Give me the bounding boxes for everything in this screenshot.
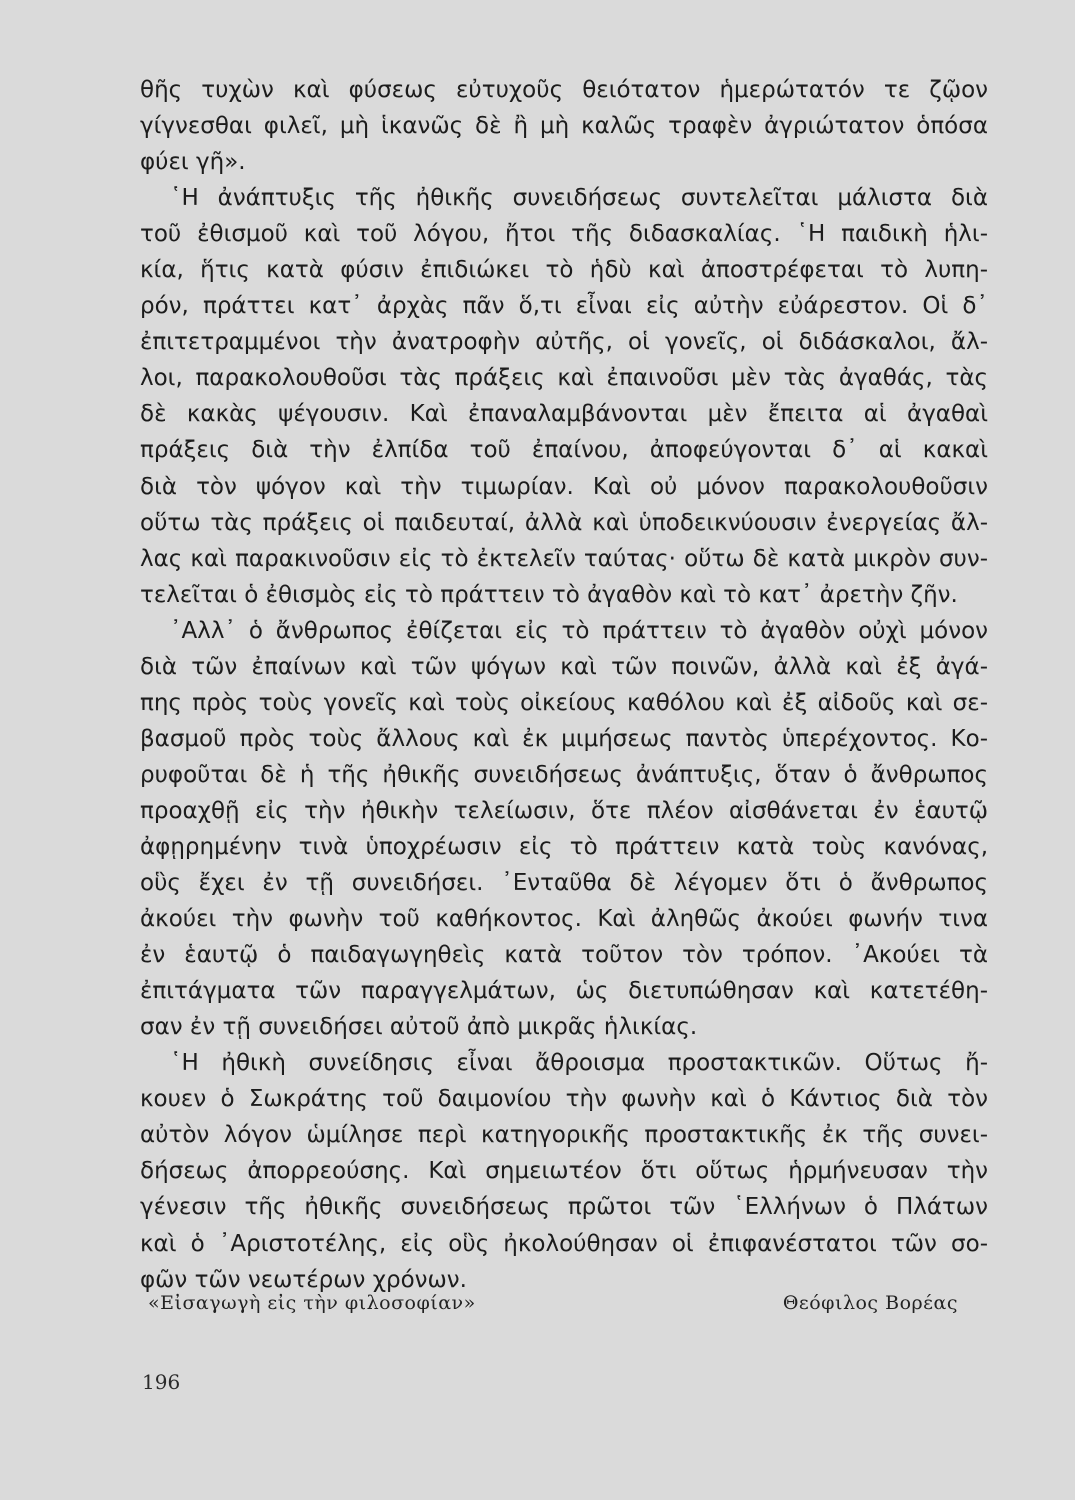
text-line: κία, ἥτις κατὰ φύσιν ἐπιδιώκει τὸ ἡδὺ καὶ ἀποστρέφεται τὸ λυπη- bbox=[140, 257, 988, 284]
text-line: ἐπιτετραμμένοι τὴν ἀνατροφὴν αὐτῆς, οἱ γονεῖς, οἱ διδάσκαλοι, ἄλ- bbox=[140, 329, 988, 356]
text-line: θῆς τυχὼν καὶ φύσεως εὐτυχοῦς θειότατον ἡμερώτατόν τε ζῷον bbox=[140, 77, 988, 103]
text-line: σαν ἐν τῇ συνειδήσει αὐτοῦ ἀπὸ μικρᾶς ἡλικίας. bbox=[140, 1014, 698, 1041]
text-line: κουεν ὁ Σωκράτης τοῦ δαιμονίου τὴν φωνὴν καὶ ὁ Κάντιος διὰ τὸν bbox=[140, 1086, 988, 1113]
text-line: διὰ τῶν ἐπαίνων καὶ τῶν ψόγων καὶ τῶν ποινῶν, ἀλλὰ καὶ ἐξ ἀγά- bbox=[140, 653, 988, 680]
text-line: γίγνεσθαι φιλεῖ, μὴ ἱκανῶς δὲ ἢ μὴ καλῶς τραφὲν ἀγριώτατον ὁπόσα bbox=[140, 113, 988, 140]
text-line: αὐτὸν λόγον ὡμίλησε περὶ κατηγορικῆς προστακτικῆς ἐκ τῆς συνει- bbox=[140, 1122, 988, 1149]
text-line: τοῦ ἐθισμοῦ καὶ τοῦ λόγου, ἤτοι τῆς διδασκαλίας. ῾Η παιδικὴ ἡλι- bbox=[140, 221, 988, 248]
text-line: φύει γῆ». bbox=[140, 149, 246, 176]
text-line: προαχθῇ εἰς τὴν ἠθικὴν τελείωσιν, ὅτε πλέον αἰσθάνεται ἐν ἑαυτῷ bbox=[140, 797, 988, 824]
text-line: ἐν ἑαυτῷ ὁ παιδαγωγηθεὶς κατὰ τοῦτον τὸν τρόπον. ᾽Ακούει τὰ bbox=[140, 942, 988, 969]
text-line: πης πρὸς τοὺς γονεῖς καὶ τοὺς οἰκείους καθόλου καὶ ἐξ αἰδοῦς καὶ σε- bbox=[140, 689, 988, 716]
text-line: λοι, παρακολουθοῦσι τὰς πράξεις καὶ ἐπαινοῦσι μὲν τὰς ἀγαθάς, τὰς bbox=[140, 365, 988, 392]
text-line: πράξεις διὰ τὴν ἐλπίδα τοῦ ἐπαίνου, ἀποφεύγονται δ᾽ αἱ κακαὶ bbox=[140, 437, 988, 464]
text-line: δήσεως ἀπορρεούσης. Καὶ σημειωτέον ὅτι οὕτως ἡρμήνευσαν τὴν bbox=[140, 1158, 988, 1185]
text-line: οὓς ἔχει ἐν τῇ συνειδήσει. ᾽Ενταῦθα δὲ λέγομεν ὅτι ὁ ἄνθρωπος bbox=[140, 870, 988, 897]
text-line: ῾Η ἀνάπτυξις τῆς ἠθικῆς συνειδήσεως συντελεῖται μάλιστα διὰ bbox=[170, 185, 988, 212]
text-line: ρόν, πράττει κατ᾽ ἀρχὰς πᾶν ὅ,τι εἶναι εἰς αὐτὴν εὐάρεστον. Οἱ δ᾽ bbox=[140, 293, 988, 320]
text-line: ᾽Αλλ᾽ ὁ ἄνθρωπος ἐθίζεται εἰς τὸ πράττειν τὸ ἀγαθὸν οὐχὶ μόνον bbox=[170, 617, 988, 644]
text-line: δὲ κακὰς ψέγουσιν. Καὶ ἐπαναλαμβάνονται μὲν ἔπειτα αἱ ἀγαθαὶ bbox=[140, 401, 988, 428]
body-text bbox=[140, 72, 988, 1298]
text-line: ἐπιτάγματα τῶν παραγγελμάτων, ὡς διετυπώθησαν καὶ κατετέθη- bbox=[140, 978, 988, 1005]
source-title: «Εἰσαγωγὴ εἰς τὴν φιλοσοφίαν» bbox=[148, 1292, 476, 1314]
text-line: φῶν τῶν νεωτέρων χρόνων. bbox=[140, 1266, 467, 1293]
text-line: γένεσιν τῆς ἠθικῆς συνειδήσεως πρῶτοι τῶν ῾Ελλήνων ὁ Πλάτων bbox=[140, 1194, 988, 1221]
text-line: ῾Η ἠθικὴ συνείδησις εἶναι ἄθροισμα προστακτικῶν. Οὕτως ἤ- bbox=[170, 1050, 988, 1077]
text-line: τελεῖται ὁ ἐθισμὸς εἰς τὸ πράττειν τὸ ἀγαθὸν καὶ τὸ κατ᾽ ἀρετὴν ζῆν. bbox=[140, 581, 958, 608]
text-line: ρυφοῦται δὲ ἡ τῆς ἠθικῆς συνειδήσεως ἀνάπτυξις, ὅταν ὁ ἄνθρωπος bbox=[140, 761, 988, 788]
text-line: οὕτω τὰς πράξεις οἱ παιδευταί, ἀλλὰ καὶ ὑποδεικνύουσιν ἐνεργείας ἄλ- bbox=[140, 509, 988, 536]
page-number: 196 bbox=[142, 1370, 181, 1394]
text-line: λας καὶ παρακινοῦσιν εἰς τὸ ἐκτελεῖν ταύτας· οὕτω δὲ κατὰ μικρὸν συν- bbox=[140, 545, 988, 572]
source-author: Θεόφιλος Βορέας bbox=[782, 1292, 958, 1314]
text-line: διὰ τὸν ψόγον καὶ τὴν τιμωρίαν. Καὶ οὐ μόνον παρακολουθοῦσιν bbox=[140, 473, 988, 500]
text-line: ἀφῃρημένην τινὰ ὑποχρέωσιν εἰς τὸ πράττειν κατὰ τοὺς κανόνας, bbox=[140, 833, 988, 860]
text-line: καὶ ὁ ᾽Αριστοτέλης, εἰς οὓς ἠκολούθησαν οἱ ἐπιφανέστατοι τῶν σο- bbox=[140, 1230, 988, 1257]
text-line: ἀκούει τὴν φωνὴν τοῦ καθήκοντος. Καὶ ἀληθῶς ἀκούει φωνήν τινα bbox=[140, 906, 988, 933]
text-line: βασμοῦ πρὸς τοὺς ἄλλους καὶ ἐκ μιμήσεως παντὸς ὑπερέχοντος. Κο- bbox=[140, 725, 988, 752]
